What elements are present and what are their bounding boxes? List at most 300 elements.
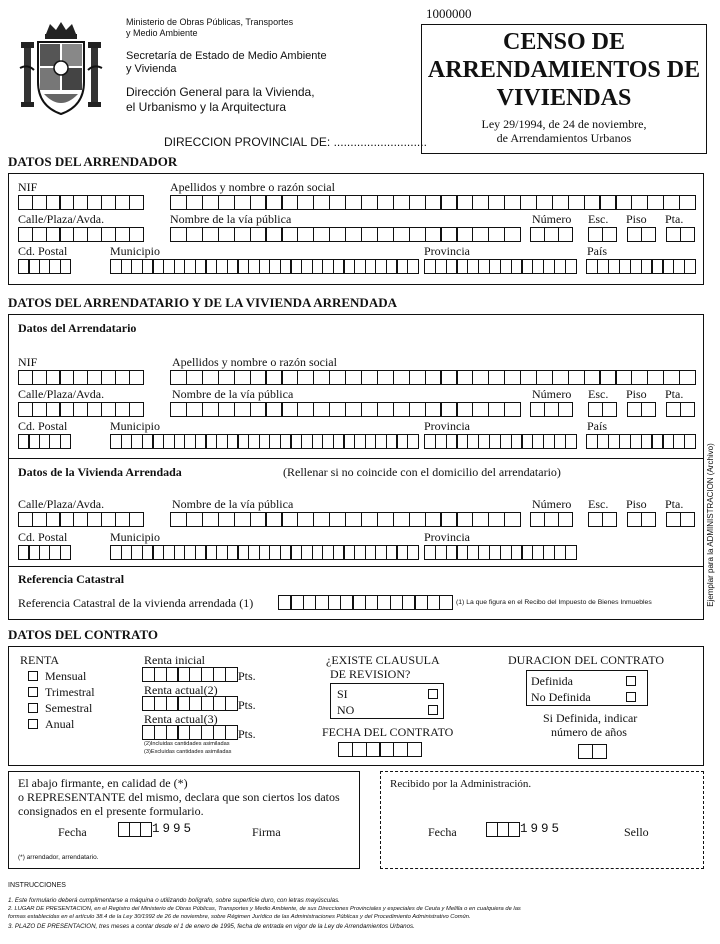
char-cell[interactable] xyxy=(680,512,695,527)
char-cell[interactable] xyxy=(202,402,219,417)
arrendador-calle-field[interactable] xyxy=(18,227,142,242)
semestral-checkbox[interactable] xyxy=(28,703,38,713)
char-cell[interactable] xyxy=(565,434,577,449)
char-cell[interactable] xyxy=(18,512,33,527)
char-cell[interactable] xyxy=(393,370,410,385)
char-cell[interactable] xyxy=(680,402,695,417)
char-cell[interactable] xyxy=(129,512,144,527)
char-cell[interactable] xyxy=(472,195,489,210)
char-cell[interactable] xyxy=(87,402,102,417)
char-cell[interactable] xyxy=(101,195,116,210)
catastral-note: (1) La que figura en el Recibo del Impuesto de Bienes Inmuebles xyxy=(456,599,652,606)
char-cell[interactable] xyxy=(46,195,61,210)
char-cell[interactable] xyxy=(60,545,72,560)
renta-actual3-label: Renta actual(3) xyxy=(144,712,218,726)
char-cell[interactable] xyxy=(218,402,235,417)
char-cell[interactable] xyxy=(115,227,130,242)
char-cell[interactable] xyxy=(530,227,545,242)
arrendatario-pta-field[interactable] xyxy=(666,402,694,417)
char-cell[interactable] xyxy=(641,512,656,527)
char-cell[interactable] xyxy=(641,402,656,417)
vivienda-pta-field[interactable] xyxy=(666,512,694,527)
divider xyxy=(8,566,704,567)
char-cell[interactable] xyxy=(313,370,330,385)
char-cell[interactable] xyxy=(504,370,521,385)
char-cell[interactable] xyxy=(361,195,378,210)
char-cell[interactable] xyxy=(552,195,569,210)
char-cell[interactable] xyxy=(281,512,298,527)
char-cell[interactable] xyxy=(472,370,489,385)
char-cell[interactable] xyxy=(18,370,33,385)
arrendador-pais-field[interactable] xyxy=(586,259,695,274)
vivienda-via-field[interactable] xyxy=(170,512,520,527)
char-cell[interactable] xyxy=(225,725,238,740)
char-cell[interactable] xyxy=(18,227,33,242)
char-cell[interactable] xyxy=(592,744,607,759)
char-cell[interactable] xyxy=(234,195,251,210)
char-cell[interactable] xyxy=(250,370,267,385)
char-cell[interactable] xyxy=(558,512,573,527)
char-cell[interactable] xyxy=(18,402,33,417)
arrendador-piso-label: Piso xyxy=(626,212,647,226)
char-cell[interactable] xyxy=(101,370,116,385)
char-cell[interactable] xyxy=(202,195,219,210)
char-cell[interactable] xyxy=(472,402,489,417)
clausula-no-checkbox[interactable] xyxy=(428,705,438,715)
char-cell[interactable] xyxy=(186,512,203,527)
arrendador-pais-label: País xyxy=(587,244,608,258)
char-cell[interactable] xyxy=(281,195,298,210)
arrendador-provincia-field[interactable] xyxy=(424,259,575,274)
vivienda-subtitle: Datos de la Vivienda Arrendada xyxy=(18,465,182,479)
char-cell[interactable] xyxy=(234,512,251,527)
char-cell[interactable] xyxy=(377,402,394,417)
no-definida-checkbox[interactable] xyxy=(626,692,636,702)
duracion-label: DURACION DEL CONTRATO xyxy=(508,653,664,667)
char-cell[interactable] xyxy=(265,227,282,242)
char-cell[interactable] xyxy=(409,370,426,385)
char-cell[interactable] xyxy=(584,195,601,210)
vivienda-municipio-field[interactable] xyxy=(110,545,418,560)
renta-actual2-label: Renta actual(2) xyxy=(144,683,218,697)
char-cell[interactable] xyxy=(439,595,453,610)
vivienda-calle-field[interactable] xyxy=(18,512,142,527)
char-cell[interactable] xyxy=(250,512,267,527)
char-cell[interactable] xyxy=(393,402,410,417)
char-cell[interactable] xyxy=(345,195,362,210)
anual-checkbox[interactable] xyxy=(28,719,38,729)
char-cell[interactable] xyxy=(313,227,330,242)
char-cell[interactable] xyxy=(407,742,422,757)
arrendador-calle-label: Calle/Plaza/Avda. xyxy=(18,212,105,226)
no-definida-label: No Definida xyxy=(531,690,591,704)
catastral-field[interactable] xyxy=(278,595,452,610)
char-cell[interactable] xyxy=(409,402,426,417)
char-cell[interactable] xyxy=(602,227,617,242)
char-cell[interactable] xyxy=(60,259,72,274)
char-cell[interactable] xyxy=(202,370,219,385)
vivienda-calle-label: Calle/Plaza/Avda. xyxy=(18,497,105,511)
definida-checkbox[interactable] xyxy=(626,676,636,686)
arrendatario-municipio-label: Municipio xyxy=(110,419,160,433)
char-cell[interactable] xyxy=(379,742,394,757)
arrendatario-municipio-field[interactable] xyxy=(110,434,418,449)
char-cell[interactable] xyxy=(647,370,664,385)
char-cell[interactable] xyxy=(265,370,282,385)
char-cell[interactable] xyxy=(101,402,116,417)
char-cell[interactable] xyxy=(666,227,681,242)
vivienda-via-label: Nombre de la vía pública xyxy=(172,497,294,511)
char-cell[interactable] xyxy=(46,227,61,242)
arrendatario-numero-field[interactable] xyxy=(530,402,571,417)
char-cell[interactable] xyxy=(297,370,314,385)
char-cell[interactable] xyxy=(520,195,537,210)
fecha-contrato-field[interactable] xyxy=(338,742,421,757)
arrendatario-via-field[interactable] xyxy=(170,402,520,417)
char-cell[interactable] xyxy=(361,402,378,417)
char-cell[interactable] xyxy=(588,402,603,417)
char-cell[interactable] xyxy=(393,742,408,757)
char-cell[interactable] xyxy=(329,512,346,527)
char-cell[interactable] xyxy=(225,667,238,682)
vivienda-pta-label: Pta. xyxy=(665,497,684,511)
char-cell[interactable] xyxy=(186,402,203,417)
char-cell[interactable] xyxy=(170,402,187,417)
char-cell[interactable] xyxy=(250,195,267,210)
char-cell[interactable] xyxy=(129,370,144,385)
char-cell[interactable] xyxy=(488,370,505,385)
char-cell[interactable] xyxy=(578,744,593,759)
arrendatario-apellidos-field[interactable] xyxy=(170,370,695,385)
char-cell[interactable] xyxy=(504,227,521,242)
char-cell[interactable] xyxy=(684,434,696,449)
char-cell[interactable] xyxy=(440,195,457,210)
char-cell[interactable] xyxy=(329,195,346,210)
firma-fecha-field[interactable] xyxy=(118,822,151,837)
char-cell[interactable] xyxy=(425,370,442,385)
char-cell[interactable] xyxy=(627,227,642,242)
char-cell[interactable] xyxy=(345,370,362,385)
char-cell[interactable] xyxy=(679,195,696,210)
char-cell[interactable] xyxy=(425,195,442,210)
char-cell[interactable] xyxy=(409,195,426,210)
char-cell[interactable] xyxy=(250,227,267,242)
char-cell[interactable] xyxy=(663,195,680,210)
char-cell[interactable] xyxy=(366,742,381,757)
char-cell[interactable] xyxy=(631,195,648,210)
char-cell[interactable] xyxy=(425,512,442,527)
char-cell[interactable] xyxy=(361,512,378,527)
mensual-checkbox[interactable] xyxy=(28,671,38,681)
arrendador-esc-field[interactable] xyxy=(588,227,616,242)
char-cell[interactable] xyxy=(218,370,235,385)
char-cell[interactable] xyxy=(568,195,585,210)
char-cell[interactable] xyxy=(615,195,632,210)
char-cell[interactable] xyxy=(663,370,680,385)
char-cell[interactable] xyxy=(329,370,346,385)
trimestral-checkbox[interactable] xyxy=(28,687,38,697)
char-cell[interactable] xyxy=(488,402,505,417)
vivienda-numero-label: Número xyxy=(532,497,572,511)
char-cell[interactable] xyxy=(73,402,88,417)
char-cell[interactable] xyxy=(627,512,642,527)
char-cell[interactable] xyxy=(225,696,238,711)
char-cell[interactable] xyxy=(544,512,559,527)
char-cell[interactable] xyxy=(59,402,74,417)
char-cell[interactable] xyxy=(170,195,187,210)
char-cell[interactable] xyxy=(345,402,362,417)
char-cell[interactable] xyxy=(530,512,545,527)
char-cell[interactable] xyxy=(558,227,573,242)
char-cell[interactable] xyxy=(32,512,47,527)
arrendatario-provincia-field[interactable] xyxy=(424,434,575,449)
char-cell[interactable] xyxy=(552,370,569,385)
char-cell[interactable] xyxy=(631,370,648,385)
char-cell[interactable] xyxy=(234,402,251,417)
char-cell[interactable] xyxy=(440,227,457,242)
char-cell[interactable] xyxy=(377,370,394,385)
char-cell[interactable] xyxy=(599,195,616,210)
char-cell[interactable] xyxy=(377,227,394,242)
renta-actual3-field[interactable] xyxy=(142,725,237,740)
char-cell[interactable] xyxy=(666,512,681,527)
char-cell[interactable] xyxy=(313,512,330,527)
char-cell[interactable] xyxy=(456,402,473,417)
char-cell[interactable] xyxy=(87,227,102,242)
renta-actual2-pts: Pts. xyxy=(238,698,256,712)
char-cell[interactable] xyxy=(59,512,74,527)
char-cell[interactable] xyxy=(456,512,473,527)
char-cell[interactable] xyxy=(46,512,61,527)
char-cell[interactable] xyxy=(297,512,314,527)
arrendador-via-field[interactable] xyxy=(170,227,520,242)
char-cell[interactable] xyxy=(218,195,235,210)
char-cell[interactable] xyxy=(602,402,617,417)
char-cell[interactable] xyxy=(666,402,681,417)
arrendatario-nif-field[interactable] xyxy=(18,370,142,385)
char-cell[interactable] xyxy=(313,402,330,417)
char-cell[interactable] xyxy=(504,195,521,210)
char-cell[interactable] xyxy=(440,512,457,527)
char-cell[interactable] xyxy=(59,370,74,385)
char-cell[interactable] xyxy=(588,227,603,242)
char-cell[interactable] xyxy=(456,227,473,242)
char-cell[interactable] xyxy=(329,402,346,417)
char-cell[interactable] xyxy=(250,402,267,417)
char-cell[interactable] xyxy=(129,227,144,242)
char-cell[interactable] xyxy=(407,545,419,560)
arrendador-cp-field[interactable] xyxy=(18,259,70,274)
char-cell[interactable] xyxy=(488,512,505,527)
char-cell[interactable] xyxy=(265,195,282,210)
char-cell[interactable] xyxy=(409,512,426,527)
char-cell[interactable] xyxy=(115,512,130,527)
char-cell[interactable] xyxy=(520,370,537,385)
char-cell[interactable] xyxy=(170,370,187,385)
char-cell[interactable] xyxy=(599,370,616,385)
arrendatario-piso-field[interactable] xyxy=(627,402,655,417)
vivienda-cp-field[interactable] xyxy=(18,545,70,560)
char-cell[interactable] xyxy=(186,227,203,242)
char-cell[interactable] xyxy=(488,227,505,242)
char-cell[interactable] xyxy=(472,512,489,527)
char-cell[interactable] xyxy=(504,512,521,527)
char-cell[interactable] xyxy=(544,402,559,417)
char-cell[interactable] xyxy=(425,402,442,417)
char-cell[interactable] xyxy=(115,195,130,210)
char-cell[interactable] xyxy=(265,512,282,527)
char-cell[interactable] xyxy=(115,370,130,385)
char-cell[interactable] xyxy=(425,227,442,242)
char-cell[interactable] xyxy=(440,402,457,417)
char-cell[interactable] xyxy=(46,370,61,385)
char-cell[interactable] xyxy=(536,370,553,385)
admin-fecha-field[interactable] xyxy=(486,822,519,837)
char-cell[interactable] xyxy=(129,402,144,417)
char-cell[interactable] xyxy=(407,434,419,449)
char-cell[interactable] xyxy=(60,434,72,449)
char-cell[interactable] xyxy=(588,512,603,527)
arrendador-nif-field[interactable] xyxy=(18,195,142,210)
char-cell[interactable] xyxy=(602,512,617,527)
char-cell[interactable] xyxy=(329,227,346,242)
char-cell[interactable] xyxy=(584,370,601,385)
char-cell[interactable] xyxy=(73,227,88,242)
char-cell[interactable] xyxy=(488,195,505,210)
char-cell[interactable] xyxy=(472,227,489,242)
char-cell[interactable] xyxy=(530,402,545,417)
char-cell[interactable] xyxy=(32,195,47,210)
char-cell[interactable] xyxy=(456,370,473,385)
char-cell[interactable] xyxy=(345,512,362,527)
char-cell[interactable] xyxy=(568,370,585,385)
anos-field[interactable] xyxy=(578,744,606,759)
char-cell[interactable] xyxy=(440,370,457,385)
vivienda-numero-field[interactable] xyxy=(530,512,571,527)
arrendatario-numero-label: Número xyxy=(532,387,572,401)
char-cell[interactable] xyxy=(377,512,394,527)
char-cell[interactable] xyxy=(409,227,426,242)
char-cell[interactable] xyxy=(218,227,235,242)
char-cell[interactable] xyxy=(565,259,577,274)
char-cell[interactable] xyxy=(297,195,314,210)
char-cell[interactable] xyxy=(281,370,298,385)
arrendador-esc-label: Esc. xyxy=(588,212,609,226)
char-cell[interactable] xyxy=(73,370,88,385)
arrendador-piso-field[interactable] xyxy=(627,227,655,242)
char-cell[interactable] xyxy=(73,512,88,527)
char-cell[interactable] xyxy=(680,227,695,242)
char-cell[interactable] xyxy=(544,227,559,242)
char-cell[interactable] xyxy=(281,227,298,242)
char-cell[interactable] xyxy=(87,195,102,210)
char-cell[interactable] xyxy=(186,370,203,385)
arrendatario-calle-field[interactable] xyxy=(18,402,142,417)
char-cell[interactable] xyxy=(345,227,362,242)
char-cell[interactable] xyxy=(684,259,696,274)
char-cell[interactable] xyxy=(641,227,656,242)
title-line-1: CENSO DE xyxy=(502,29,626,55)
char-cell[interactable] xyxy=(407,259,419,274)
char-cell[interactable] xyxy=(140,822,152,837)
char-cell[interactable] xyxy=(361,227,378,242)
arrendatario-cp-field[interactable] xyxy=(18,434,70,449)
char-cell[interactable] xyxy=(313,195,330,210)
firma-line-1: El abajo firmante, en calidad de (*) xyxy=(18,776,188,790)
char-cell[interactable] xyxy=(87,370,102,385)
char-cell[interactable] xyxy=(377,195,394,210)
char-cell[interactable] xyxy=(565,545,577,560)
arrendador-municipio-field[interactable] xyxy=(110,259,418,274)
char-cell[interactable] xyxy=(297,227,314,242)
vivienda-piso-field[interactable] xyxy=(627,512,655,527)
char-cell[interactable] xyxy=(170,227,187,242)
arrendador-apellidos-field[interactable] xyxy=(170,195,695,210)
char-cell[interactable] xyxy=(393,195,410,210)
char-cell[interactable] xyxy=(536,195,553,210)
char-cell[interactable] xyxy=(129,195,144,210)
char-cell[interactable] xyxy=(59,195,74,210)
char-cell[interactable] xyxy=(202,227,219,242)
char-cell[interactable] xyxy=(101,512,116,527)
char-cell[interactable] xyxy=(508,822,520,837)
arrendador-numero-field[interactable] xyxy=(530,227,571,242)
char-cell[interactable] xyxy=(87,512,102,527)
arrendador-pta-field[interactable] xyxy=(666,227,694,242)
char-cell[interactable] xyxy=(186,195,203,210)
char-cell[interactable] xyxy=(32,370,47,385)
char-cell[interactable] xyxy=(46,402,61,417)
char-cell[interactable] xyxy=(393,227,410,242)
clausula-si-checkbox[interactable] xyxy=(428,689,438,699)
char-cell[interactable] xyxy=(504,402,521,417)
char-cell[interactable] xyxy=(73,195,88,210)
char-cell[interactable] xyxy=(456,195,473,210)
char-cell[interactable] xyxy=(202,512,219,527)
char-cell[interactable] xyxy=(679,370,696,385)
char-cell[interactable] xyxy=(393,512,410,527)
char-cell[interactable] xyxy=(170,512,187,527)
char-cell[interactable] xyxy=(281,402,298,417)
renta-actual3-pts: Pts. xyxy=(238,727,256,741)
arrendador-cp-label: Cd. Postal xyxy=(18,244,68,258)
char-cell[interactable] xyxy=(218,512,235,527)
arrendatario-pais-field[interactable] xyxy=(586,434,695,449)
char-cell[interactable] xyxy=(234,370,251,385)
char-cell[interactable] xyxy=(115,402,130,417)
char-cell[interactable] xyxy=(352,742,367,757)
char-cell[interactable] xyxy=(234,227,251,242)
renta-actual2-field[interactable] xyxy=(142,696,237,711)
vivienda-esc-field[interactable] xyxy=(588,512,616,527)
char-cell[interactable] xyxy=(265,402,282,417)
char-cell[interactable] xyxy=(627,402,642,417)
char-cell[interactable] xyxy=(18,195,33,210)
char-cell[interactable] xyxy=(558,402,573,417)
char-cell[interactable] xyxy=(615,370,632,385)
char-cell[interactable] xyxy=(59,227,74,242)
char-cell[interactable] xyxy=(101,227,116,242)
renta-inicial-field[interactable] xyxy=(142,667,237,682)
char-cell[interactable] xyxy=(647,195,664,210)
char-cell[interactable] xyxy=(361,370,378,385)
arrendatario-esc-field[interactable] xyxy=(588,402,616,417)
char-cell[interactable] xyxy=(297,402,314,417)
char-cell[interactable] xyxy=(32,227,47,242)
char-cell[interactable] xyxy=(338,742,353,757)
char-cell[interactable] xyxy=(32,402,47,417)
vivienda-provincia-field[interactable] xyxy=(424,545,575,560)
